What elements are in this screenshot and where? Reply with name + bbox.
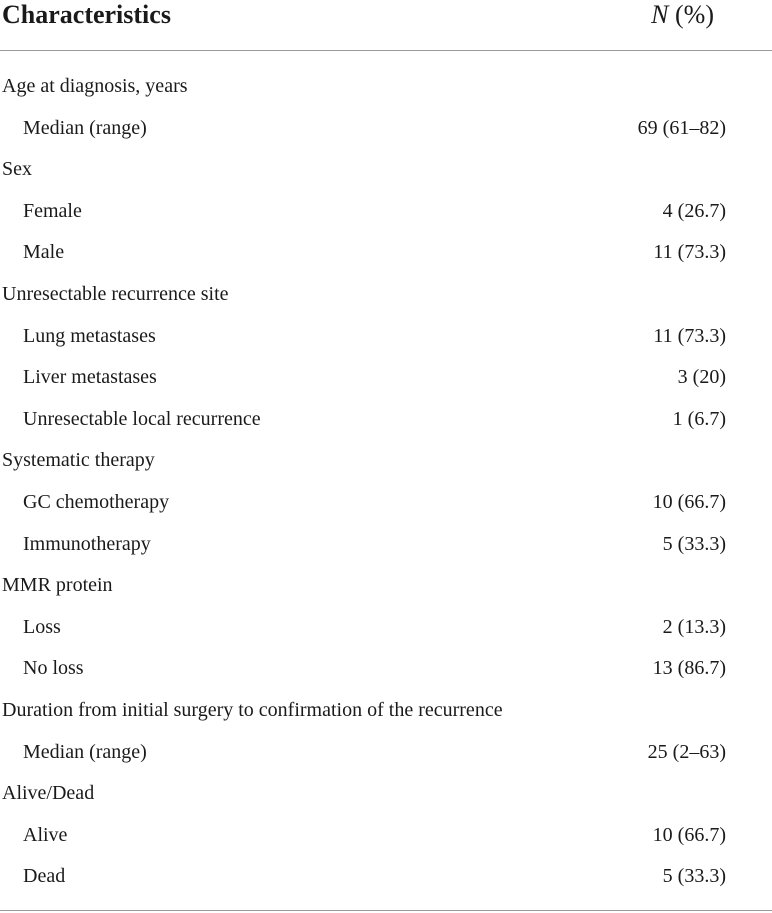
table-row	[0, 856, 772, 898]
row-value: 5 (33.3)	[662, 532, 726, 555]
row-value: 4 (26.7)	[662, 199, 726, 222]
header-characteristics: Characteristics	[2, 0, 171, 29]
table-row	[0, 690, 772, 732]
row-value: 10 (66.7)	[652, 490, 726, 513]
row-label: Loss	[23, 615, 61, 638]
footer-rule	[0, 910, 772, 911]
table-row	[0, 108, 772, 150]
table-row	[0, 773, 772, 815]
row-label: Male	[23, 241, 65, 264]
table-row	[0, 815, 772, 857]
row-value: 2 (13.3)	[662, 615, 726, 638]
row-label: Alive/Dead	[2, 782, 95, 805]
table-row	[0, 316, 772, 358]
table-row	[0, 357, 772, 399]
header-n-symbol: N	[651, 0, 669, 29]
table-row	[0, 524, 772, 566]
table-row	[0, 440, 772, 482]
table-row	[0, 732, 772, 774]
table-row	[0, 565, 772, 607]
header-n-percent	[651, 1, 714, 29]
row-value: 5 (33.3)	[662, 865, 726, 888]
row-value: 25 (2–63)	[647, 740, 726, 763]
table-row	[0, 399, 772, 441]
row-value: 11 (73.3)	[653, 324, 726, 347]
table-row	[0, 66, 772, 108]
header-percent-label: (%)	[668, 0, 714, 29]
row-label: Immunotherapy	[23, 532, 151, 555]
row-label: Alive	[23, 823, 68, 846]
row-value: 69 (61–82)	[637, 116, 726, 139]
row-label: Median (range)	[23, 116, 147, 139]
row-label: No loss	[23, 657, 84, 680]
table-row	[0, 232, 772, 274]
row-label: Systematic therapy	[2, 449, 155, 472]
row-value: 11 (73.3)	[653, 241, 726, 264]
row-label: Liver metastases	[23, 366, 157, 389]
row-label: Duration from initial surgery to confirmation of the recurrence	[2, 698, 503, 721]
table-row	[0, 191, 772, 233]
row-label: Age at diagnosis, years	[2, 75, 188, 97]
table-row	[0, 274, 772, 316]
row-value: 1 (6.7)	[672, 407, 726, 430]
table-row	[0, 648, 772, 690]
row-label: GC chemotherapy	[23, 490, 170, 513]
row-label: Lung metastases	[23, 324, 156, 347]
row-label: Sex	[2, 158, 32, 181]
table-row	[0, 482, 772, 524]
row-label: Dead	[23, 865, 66, 888]
row-value: 3 (20)	[677, 366, 726, 389]
row-label: Female	[23, 199, 82, 222]
row-label: MMR protein	[2, 574, 113, 597]
row-label: Unresectable recurrence site	[2, 282, 229, 305]
row-value: 13 (86.7)	[652, 657, 726, 680]
row-label: Unresectable local recurrence	[23, 407, 261, 430]
table-row	[0, 149, 772, 191]
row-value: 10 (66.7)	[652, 823, 726, 846]
table-body	[0, 66, 772, 898]
header-rule	[0, 50, 772, 51]
table-header	[0, 0, 772, 50]
table-row	[0, 607, 772, 649]
row-label: Median (range)	[23, 740, 147, 763]
